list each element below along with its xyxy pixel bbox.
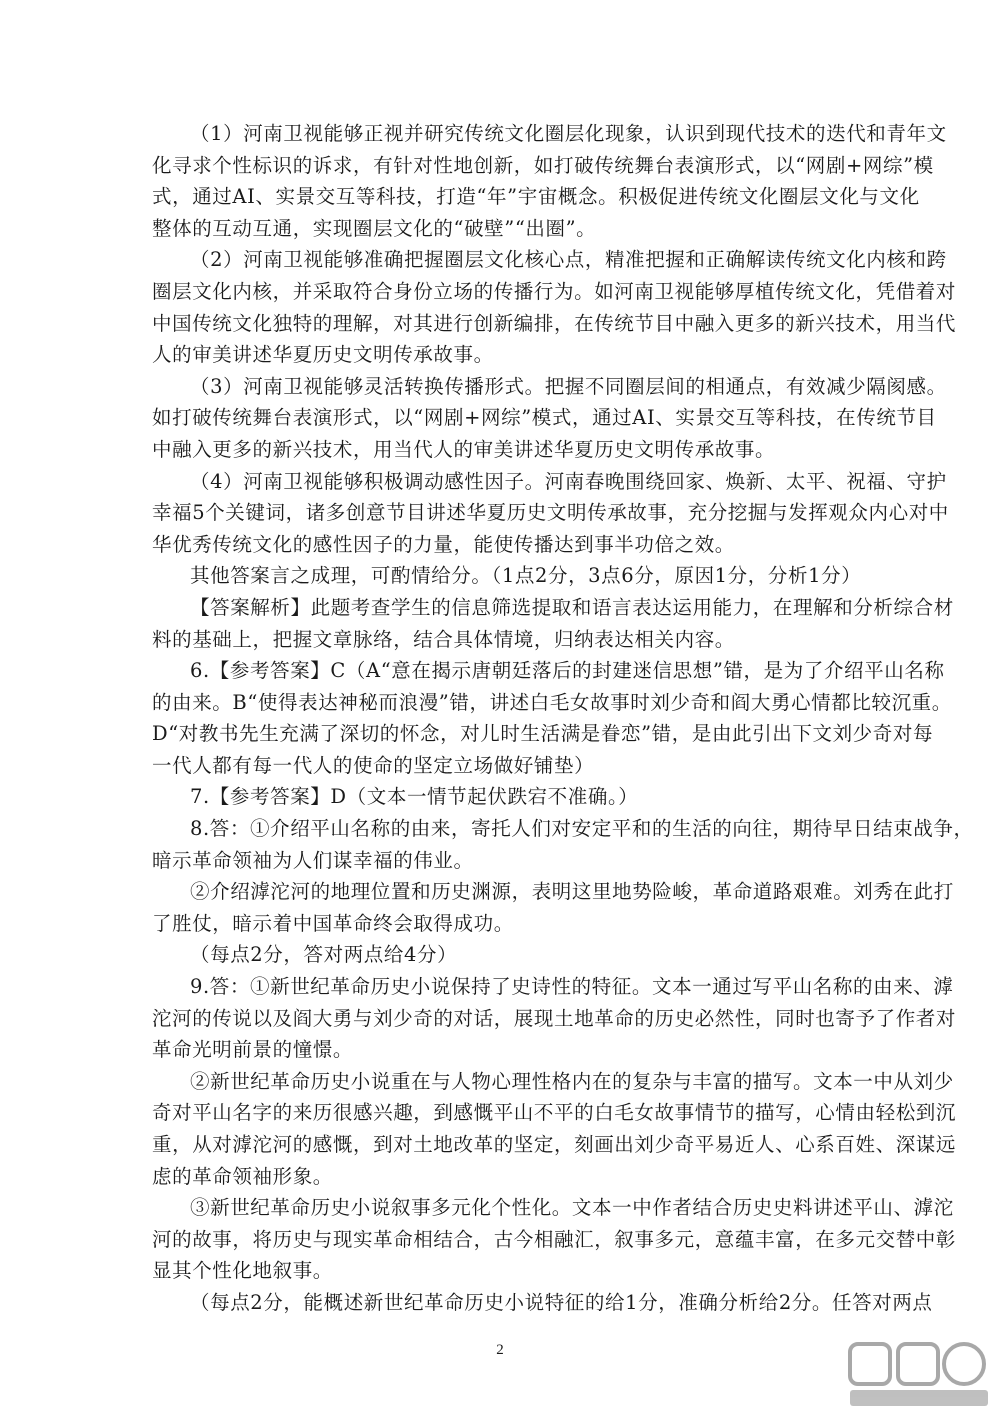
text-line: （3）河南卫视能够灵活转换传播形式。把握不同圈层间的相通点，有效减少隔阂感。: [190, 374, 947, 398]
text-line: 沱河的传说以及阎大勇与刘少奇的对话，展现土地革命的历史必然性，同时也寄予了作者对: [152, 1006, 957, 1030]
text-line: 华优秀传统文化的感性因子的力量，能使传播达到事半功倍之效。: [152, 532, 735, 556]
text-line: 革命光明前景的憧憬。: [152, 1038, 354, 1062]
text-line: 如打破传统舞台表演形式，以“网剧+网综”模式，通过AI、实景交互等科技，在传统节目: [152, 406, 937, 430]
text-line: 人的审美讲述华夏历史文明传承故事。: [152, 343, 494, 367]
page-number: 2: [496, 1342, 504, 1358]
text-line: 式，通过AI、实景交互等科技，打造“年”宇宙概念。积极促进传统文化圈层文化与文化: [152, 185, 920, 209]
text-line: （每点2分，能概述新世纪革命历史小说特征的给1分，准确分析给2分。任答对两点: [190, 1290, 933, 1314]
text-line: 重，从对滹沱河的感慨，到对土地改革的坚定，刻画出刘少奇平易近人、心系百姓、深谋远: [152, 1133, 957, 1156]
text-line: D“对教书先生充满了深切的怀念，对儿时生活满是眷恋”错，是由此引出下文刘少奇对每: [152, 722, 934, 746]
text-line: 中国传统文化独特的理解，对其进行创新编排，在传统节目中融入更多的新兴技术，用当代: [152, 311, 957, 335]
answer-text-body: [152, 118, 974, 1319]
text-line: 圈层文化内核，并采取符合身份立场的传播行为。如河南卫视能够厚植传统文化，凭借着对: [152, 279, 957, 303]
text-line: 其他答案言之成理，可酌情给分。（1点2分，3点6分，原因1分，分析1分）: [190, 564, 862, 588]
text-line: 整体的互动互通，实现圈层文化的“破壁”“出圈”。: [152, 216, 597, 240]
text-line: 料的基础上，把握文章脉络，结合具体情境，归纳表达相关内容。: [152, 627, 735, 651]
text-line: 显其个性化地叙事。: [152, 1259, 333, 1283]
text-line: ②介绍滹沱河的地理位置和历史渊源，表明这里地势险峻，革命道路艰难。刘秀在此打: [190, 880, 954, 904]
text-line: 的由来。B“使得表达神秘而浪漫”错，讲述白毛女故事时刘少奇和阎大勇心情都比较沉重。: [152, 690, 952, 714]
text-line: 8.答：①介绍平山名称的由来，寄托人们对安定平和的生活的向往，期待早日结束战争，: [190, 817, 974, 841]
text-line: （每点2分，答对两点给4分）: [190, 943, 458, 967]
text-line: （4）河南卫视能够积极调动感性因子。河南春晚围绕回家、焕新、太平、祝福、守护: [190, 469, 947, 493]
text-line: 中融入更多的新兴技术，用当代人的审美讲述华夏历史文明传承故事。: [152, 437, 776, 461]
text-line: 6.【参考答案】C（A“意在揭示唐朝廷落后的封建迷信思想”错，是为了介绍平山名称: [190, 659, 945, 683]
text-line: 虑的革命领袖形象。: [152, 1164, 333, 1188]
text-line: 【答案解析】此题考查学生的信息筛选提取和语言表达运用能力，在理解和分析综合材: [190, 595, 954, 619]
text-line: ③新世纪革命历史小说叙事多元化个性化。文本一中作者结合历史史料讲述平山、滹沱: [190, 1196, 954, 1220]
text-line: 9.答：①新世纪革命历史小说保持了史诗性的特征。文本一通过写平山名称的由来、滹: [190, 975, 954, 999]
text-line: 了胜仗，暗示着中国革命终会取得成功。: [152, 911, 514, 935]
site-logo-icon: [844, 1338, 994, 1410]
text-line: ②新世纪革命历史小说重在与人物心理性格内在的复杂与丰富的描写。文本一中从刘少: [190, 1069, 954, 1093]
text-line: 一代人都有每一代人的使命的坚定立场做好铺垫）: [152, 753, 595, 777]
text-line: 7.【参考答案】D（文本一情节起伏跌宕不准确。）: [190, 785, 639, 809]
text-line: 河的故事，将历史与现实革命相结合，古今相融汇，叙事多元，意蕴丰富，在多元交替中彰: [152, 1227, 957, 1251]
text-line: 暗示革命领袖为人们谋幸福的伟业。: [152, 848, 474, 872]
text-line: （2）河南卫视能够准确把握圈层文化核心点，精准把握和正确解读传统文化内核和跨: [190, 248, 947, 272]
text-line: （1）河南卫视能够正视并研究传统文化圈层化现象，认识到现代技术的迭代和青年文: [190, 122, 947, 145]
text-line: 幸福5个关键词，诸多创意节目讲述华夏历史文明传承故事，充分挖掘与发挥观众内心对中: [152, 501, 949, 525]
text-line: 奇对平山名字的来历很感兴趣，到感慨平山不平的白毛女故事情节的描写，心情由轻松到沉: [152, 1101, 957, 1125]
text-line: 化寻求个性标识的诉求，有针对性地创新，如打破传统舞台表演形式，以“网剧+网综”模: [152, 153, 934, 177]
